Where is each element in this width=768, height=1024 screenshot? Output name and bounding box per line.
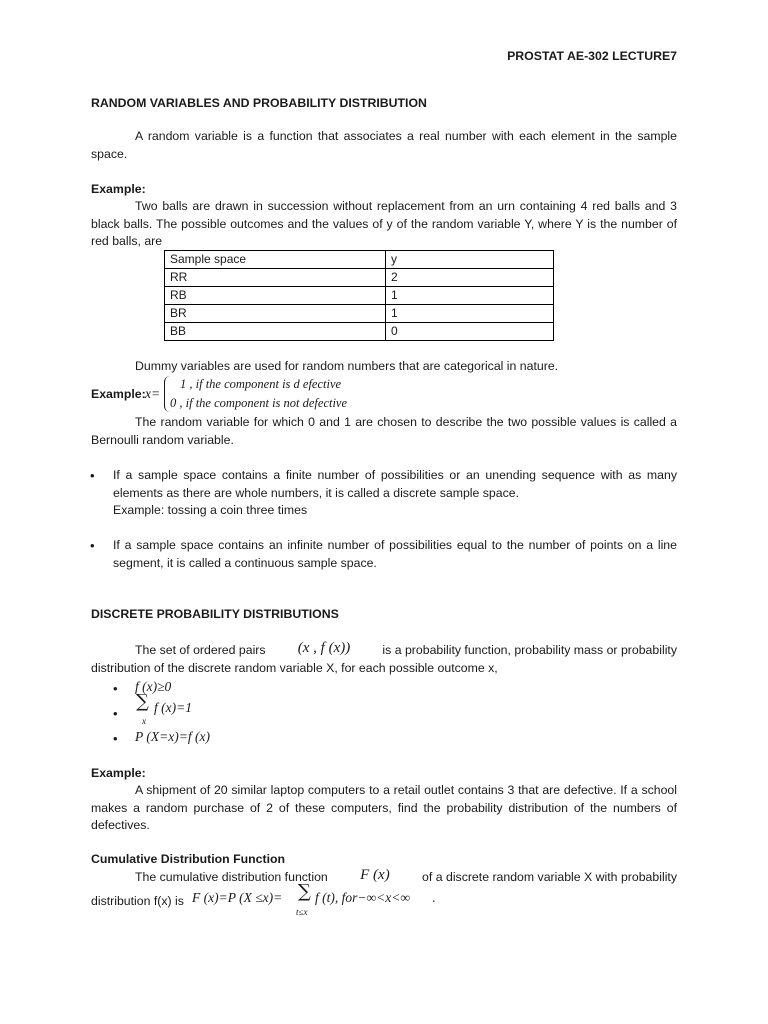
sigma-symbol: ∑ <box>136 691 149 712</box>
piecewise-case-not-defective: 0 , if the component is not defective <box>170 396 348 410</box>
bullet-dot: • <box>113 681 118 696</box>
bernoulli-text <box>91 414 677 449</box>
condition-sum-one <box>136 693 256 725</box>
table-row <box>165 287 554 305</box>
section-title-random-variables: RANDOM VARIABLES AND PROBABILITY DISTRIBUTION <box>91 96 427 110</box>
cdf-line2-label: distribution f(x) is <box>91 894 184 908</box>
cdf-formula <box>192 883 452 919</box>
definition-text: A random variable is a function that associates a real number with each element in the sample space. <box>91 129 677 161</box>
cdf-func: F (x) <box>360 867 390 883</box>
page-header: PROSTAT AE-302 LECTURE7 <box>507 49 677 63</box>
table-header-cell: Sample space <box>165 251 386 269</box>
table-cell: 1 <box>386 305 554 323</box>
condition-nonnegative: f (x)≥0 <box>135 679 172 694</box>
table-row <box>165 305 554 323</box>
sigma-subscript: x <box>142 716 146 726</box>
sigma-subscript: t≤x <box>296 907 308 917</box>
bullet-example: Example: tossing a coin three times <box>113 503 308 517</box>
table-cell: RB <box>165 287 386 305</box>
sum-expression: f (x)=1 <box>154 700 192 715</box>
pmf-definition-line2: distribution of the discrete random variable X, for each possible outcome x, <box>91 661 498 675</box>
table-cell: RR <box>165 269 386 287</box>
bullet-dot: • <box>90 538 95 553</box>
cdf-post: of a discrete random variable X with probability <box>422 870 677 884</box>
table-row <box>165 323 554 341</box>
pmf-pre: The set of ordered pairs <box>135 643 266 657</box>
bullet-discrete-sample-space <box>113 467 677 502</box>
example-label-1: Example: <box>91 182 146 196</box>
table-cell: 2 <box>386 269 554 287</box>
piecewise-case-defective: 1 , if the component is d efective <box>180 377 342 391</box>
example-label-2: Example: <box>91 387 146 401</box>
pmf-post: is a probability function, probability mass or probability <box>382 643 677 657</box>
bernoulli-body: The random variable for which 0 and 1 are chosen to describe the two possible values is called a Bernoulli random variable. <box>91 415 677 447</box>
section-title-discrete: DISCRETE PROBABILITY DISTRIBUTIONS <box>91 607 339 621</box>
bullet-text: If a sample space contains a finite number of possibilities or an unending sequence with as many elements as there are whole numbers, it is called a discrete sample space. <box>113 468 677 500</box>
pmf-pair: (x , f (x)) <box>297 640 351 656</box>
example-1-body: Two balls are drawn in succession without replacement from an urn containing 4 red balls and 3 black balls. The possible outcomes and the values of y of the random variable Y, where Y is the number of red balls, are <box>91 199 677 248</box>
bullet-text: If a sample space contains an infinite number of possibilities equal to the number of points on a line segment, it is called a continuous sample space. <box>113 538 677 570</box>
bullet-dot: • <box>113 731 118 746</box>
condition-probability: P (X=x)=f (x) <box>135 729 210 744</box>
bullet-continuous-sample-space <box>113 537 677 572</box>
example-3-text <box>91 782 677 835</box>
table-header-row <box>165 251 554 269</box>
random-variable-definition <box>91 128 677 163</box>
pmf-definition-line1 <box>135 642 677 660</box>
dummy-lhs: x= <box>145 386 161 401</box>
sample-space-table <box>164 250 554 341</box>
cdf-title: Cumulative Distribution Function <box>91 852 286 866</box>
table-cell: BB <box>165 323 386 341</box>
example-3-body: A shipment of 20 similar laptop computers to a retail outlet contains 3 that are defective. If a school makes a random purchase of 2 of these computers, find the probability distribution of the numbers of defectives. <box>91 783 677 832</box>
example-1-text <box>91 198 677 251</box>
cdf-pre: The cumulative distribution function <box>135 870 328 884</box>
bullet-dot: • <box>113 706 118 721</box>
table-cell: 1 <box>386 287 554 305</box>
table-header-cell: y <box>386 251 554 269</box>
table-cell: 0 <box>386 323 554 341</box>
dummy-variables-text: Dummy variables are used for random numbers that are categorical in nature. <box>135 359 559 373</box>
cdf-formula-rhs: f (t), for−∞<x<∞ <box>315 890 410 905</box>
cdf-formula-lhs: F (x)=P (X ≤x)= <box>192 890 283 905</box>
example-label-3: Example: <box>91 766 146 780</box>
table-row <box>165 269 554 287</box>
cdf-formula-end: . <box>432 890 436 905</box>
bullet-dot: • <box>90 468 95 483</box>
table-cell: BR <box>165 305 386 323</box>
sigma-symbol: ∑ <box>298 881 311 902</box>
